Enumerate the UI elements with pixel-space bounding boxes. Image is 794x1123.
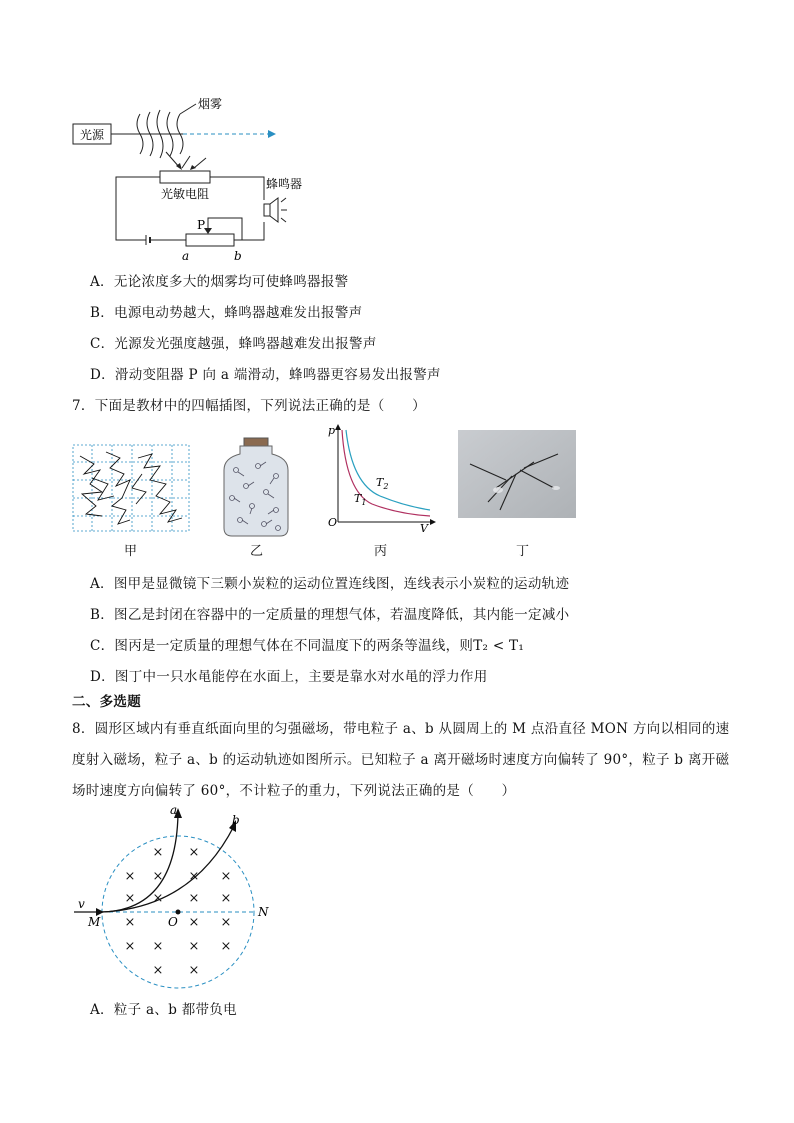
t1-label: $T_1$ bbox=[354, 492, 367, 507]
label-n: N bbox=[258, 905, 269, 919]
svg-text:×: × bbox=[124, 915, 136, 930]
svg-text:×: × bbox=[188, 939, 200, 954]
trajectory-a bbox=[102, 814, 178, 912]
p-label: P bbox=[197, 218, 206, 232]
label-m: M bbox=[88, 915, 101, 929]
svg-text:×: × bbox=[152, 963, 164, 978]
center-point bbox=[176, 910, 181, 915]
photoresistor-label: 光敏电阻 bbox=[160, 187, 210, 201]
svg-text:×: × bbox=[220, 939, 232, 954]
q7-option-b: B．图乙是封闭在容器中的一定质量的理想气体，若温度降低，其内能一定减小 bbox=[90, 607, 570, 623]
svg-text:×: × bbox=[220, 891, 232, 906]
q8-option-a: A．粒子 a、b 都带负电 bbox=[90, 1002, 237, 1018]
svg-text:×: × bbox=[152, 939, 164, 954]
photoresistor bbox=[160, 171, 210, 183]
q7-option-a: A．图甲是显微镜下三颗小炭粒的运动位置连线图，连线表示小炭粒的运动轨迹 bbox=[90, 576, 570, 592]
water-strider-photo bbox=[458, 430, 576, 518]
jar-body bbox=[224, 446, 288, 536]
svg-text:×: × bbox=[188, 845, 200, 860]
b-label: b bbox=[234, 249, 242, 263]
svg-text:×: × bbox=[152, 891, 164, 906]
label-b: b bbox=[232, 813, 240, 827]
light-source-label: 光源 bbox=[79, 128, 105, 142]
caption-jia: 甲 bbox=[124, 544, 138, 559]
magnetic-field-figure bbox=[72, 800, 284, 992]
svg-text:×: × bbox=[220, 915, 232, 930]
caption-yi: 乙 bbox=[250, 544, 264, 559]
svg-text:×: × bbox=[152, 869, 164, 884]
svg-text:×: × bbox=[220, 869, 232, 884]
q8-stem-line2: 度射入磁场，粒子 a、b 的运动轨迹如图所示。已知粒子 a 离开磁场时速度方向偏转了 90°，粒子 b 离开磁 bbox=[72, 752, 730, 768]
origin-label: O bbox=[328, 516, 338, 529]
q7-option-d: D．图丁中一只水黾能停在水面上，主要是靠水对水黾的浮力作用 bbox=[90, 669, 488, 685]
q6-option-c: C．光源发光强度越强，蜂鸣器越难发出报警声 bbox=[90, 336, 377, 352]
svg-text:×: × bbox=[124, 869, 136, 884]
q6-option-b: B．电源电动势越大，蜂鸣器越难发出报警声 bbox=[90, 305, 363, 321]
t2-label: $T_2$ bbox=[376, 476, 389, 491]
brownian-figure bbox=[72, 444, 190, 534]
a-label: a bbox=[182, 249, 190, 263]
p-axis-label: p bbox=[328, 424, 336, 437]
rheostat bbox=[186, 234, 234, 246]
isotherm-graph bbox=[322, 422, 438, 534]
svg-text:×: × bbox=[188, 891, 200, 906]
label-o: O bbox=[168, 915, 178, 929]
section-title: 二、多选题 bbox=[72, 694, 141, 710]
circuit-figure bbox=[68, 92, 303, 263]
svg-text:×: × bbox=[188, 869, 200, 884]
q8-stem-line3: 场时速度方向偏转了 60°，不计粒子的重力，下列说法正确的是（ ） bbox=[72, 783, 516, 799]
label-a: a bbox=[170, 803, 178, 817]
svg-text:×: × bbox=[124, 939, 136, 954]
q6-option-a: A．无论浓度多大的烟雾均可使蜂鸣器报警 bbox=[90, 274, 349, 290]
svg-text:×: × bbox=[188, 915, 200, 930]
buzzer-label: 蜂鸣器 bbox=[266, 177, 303, 191]
jar-cork bbox=[244, 438, 268, 446]
q6-option-d: D．滑动变阻器 P 向 a 端滑动，蜂鸣器更容易发出报警声 bbox=[90, 367, 441, 383]
label-v: v bbox=[78, 897, 85, 911]
caption-bing: 丙 bbox=[374, 544, 388, 559]
q7-option-c: C．图丙是一定质量的理想气体在不同温度下的两条等温线，则T₂ < T₁ bbox=[90, 638, 525, 654]
smoke-label: 烟雾 bbox=[198, 97, 223, 111]
svg-text:×: × bbox=[152, 845, 164, 860]
buzzer-icon bbox=[264, 204, 270, 216]
v-axis-label: V bbox=[420, 522, 428, 535]
slider-arrow-icon bbox=[204, 228, 212, 234]
svg-text:×: × bbox=[124, 891, 136, 906]
caption-ding: 丁 bbox=[516, 544, 530, 559]
svg-text:×: × bbox=[188, 963, 200, 978]
q8-stem-line1: 8．圆形区域内有垂直纸面向里的匀强磁场，带电粒子 a、b 从圆周上的 M 点沿直径 MON 方向以相同的速 bbox=[72, 721, 730, 737]
q7-stem: 7．下面是教材中的四幅插图，下列说法正确的是（ ） bbox=[72, 398, 426, 414]
gas-jar-figure bbox=[218, 436, 294, 538]
